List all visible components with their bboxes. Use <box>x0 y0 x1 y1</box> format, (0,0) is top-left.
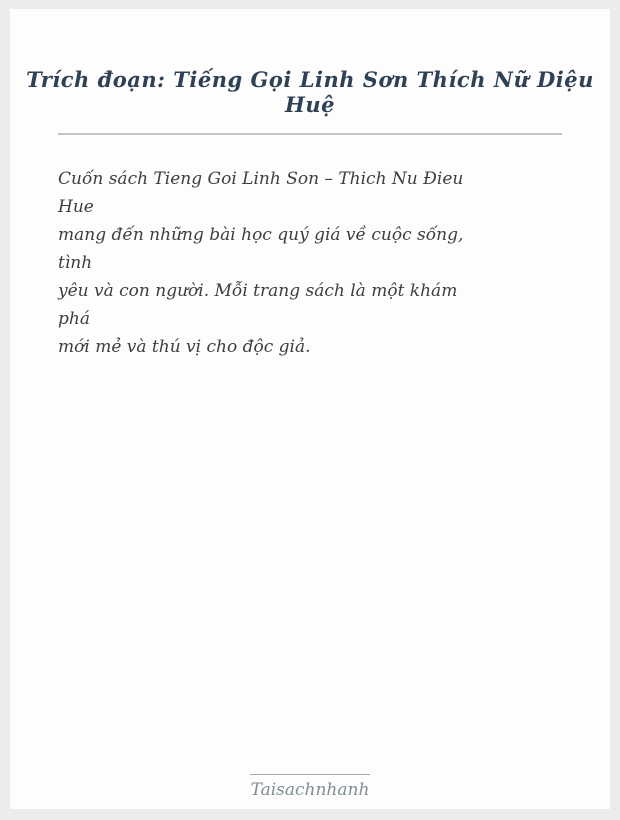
page-title: Trích đoạn: Tiếng Gọi Linh Sơn Thích Nữ Diệu Huệ <box>26 67 594 118</box>
excerpt-line: yêu và con người. Mỗi trang sách là một khám <box>58 281 458 302</box>
excerpt-line: Cuốn sách Tieng Goi Linh Son – Thich Nu Đieu <box>58 169 464 190</box>
page-footer <box>10 774 610 803</box>
footer-divider <box>250 774 370 775</box>
excerpt-paragraph <box>58 165 562 361</box>
excerpt-line: phá <box>58 309 90 330</box>
excerpt-line: Hue <box>58 197 94 218</box>
document-page <box>10 9 610 809</box>
footer-brand: Taisachnhanh <box>250 780 370 801</box>
excerpt-line: mới mẻ và thú vị cho độc giả. <box>58 337 311 358</box>
excerpt-line: tình <box>58 253 93 274</box>
excerpt-line: mang đến những bài học quý giá về cuộc sống, <box>58 225 464 246</box>
title-divider <box>58 133 562 135</box>
